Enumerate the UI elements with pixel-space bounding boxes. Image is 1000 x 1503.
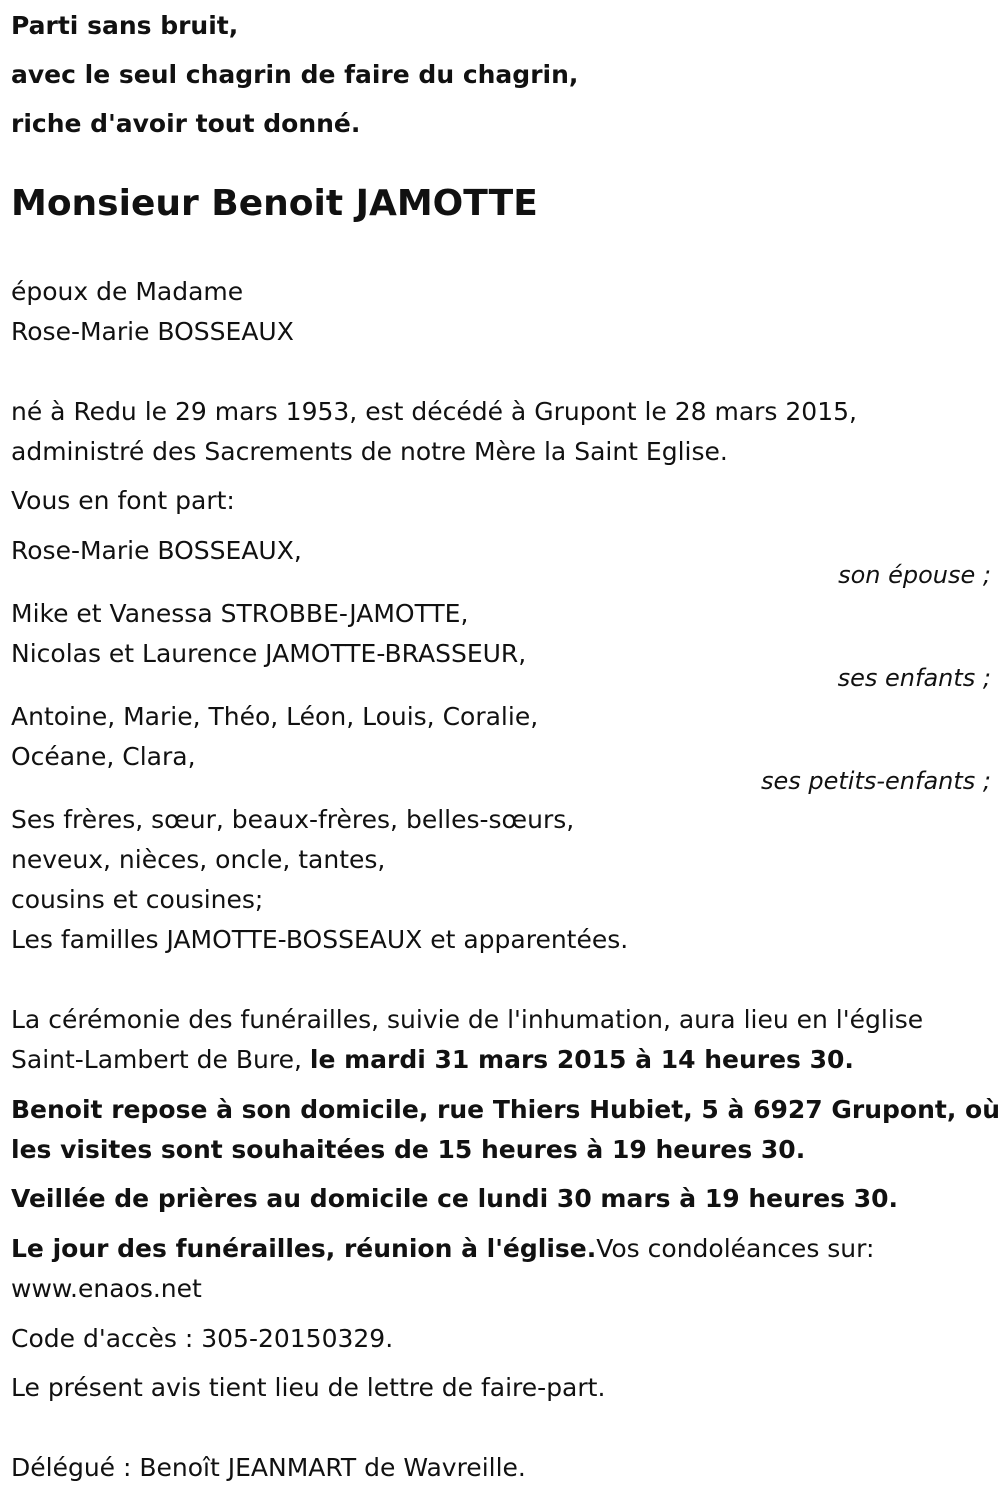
grandchildren-line-1: Antoine, Marie, Théo, Léon, Louis, Coralie, bbox=[11, 702, 539, 731]
deceased-name: Monsieur Benoit JAMOTTE bbox=[11, 183, 538, 224]
access-code: Code d'accès : 305-20150329. bbox=[11, 1324, 394, 1353]
repose-line-1: Benoit repose à son domicile, rue Thiers Hubiet, 5 à 6927 Grupont, où bbox=[11, 1095, 1000, 1124]
birth-death-line-1: né à Redu le 29 mars 1953, est décédé à Grupont le 28 mars 2015, bbox=[11, 397, 857, 426]
grandchildren-line-2: Océane, Clara, bbox=[11, 742, 196, 771]
poem-line-2: avec le seul chagrin de faire du chagrin, bbox=[11, 60, 579, 89]
children-line-1: Mike et Vanessa STROBBE-JAMOTTE, bbox=[11, 599, 469, 628]
repose-line-2: les visites sont souhaitées de 15 heures à 19 heures 30. bbox=[11, 1135, 806, 1164]
notice-line: Le présent avis tient lieu de lettre de faire-part. bbox=[11, 1373, 606, 1402]
relatives-line-1: Ses frères, sœur, beaux-frères, belles-sœurs, bbox=[11, 805, 575, 834]
poem-line-1: Parti sans bruit, bbox=[11, 11, 239, 40]
relatives-line-2: neveux, nièces, oncle, tantes, bbox=[11, 845, 386, 874]
announcement-heading: Vous en font part: bbox=[11, 486, 235, 515]
vigil-line: Veillée de prières au domicile ce lundi 30 mars à 19 heures 30. bbox=[11, 1184, 899, 1213]
condolences-text: Vos condoléances sur: bbox=[596, 1234, 875, 1263]
gathering-text: Le jour des funérailles, réunion à l'église. bbox=[11, 1234, 597, 1263]
ceremony-line-2 bbox=[11, 1044, 854, 1076]
spouse-line-2: Rose-Marie BOSSEAUX bbox=[11, 317, 294, 346]
wife-name: Rose-Marie BOSSEAUX, bbox=[11, 536, 302, 565]
children-role: ses enfants ; bbox=[837, 664, 991, 692]
relatives-line-3: cousins et cousines; bbox=[11, 885, 264, 914]
ceremony-place: Saint-Lambert de Bure, bbox=[11, 1045, 310, 1074]
birth-death-line-2: administré des Sacrements de notre Mère la Saint Eglise. bbox=[11, 437, 728, 466]
delegate-line: Délégué : Benoît JEANMART de Wavreille. bbox=[11, 1453, 526, 1482]
spouse-line-1: époux de Madame bbox=[11, 277, 244, 306]
condolences-website[interactable]: www.enaos.net bbox=[11, 1274, 202, 1303]
gathering-line bbox=[11, 1233, 874, 1265]
poem-line-3: riche d'avoir tout donné. bbox=[11, 109, 361, 138]
children-line-2: Nicolas et Laurence JAMOTTE-BRASSEUR, bbox=[11, 639, 527, 668]
wife-role: son épouse ; bbox=[838, 561, 991, 589]
grandchildren-role: ses petits-enfants ; bbox=[760, 767, 991, 795]
ceremony-line-1: La cérémonie des funérailles, suivie de l'inhumation, aura lieu en l'église bbox=[11, 1005, 924, 1034]
relatives-line-4: Les familles JAMOTTE-BOSSEAUX et apparentées. bbox=[11, 925, 629, 954]
ceremony-datetime: le mardi 31 mars 2015 à 14 heures 30. bbox=[309, 1045, 854, 1074]
